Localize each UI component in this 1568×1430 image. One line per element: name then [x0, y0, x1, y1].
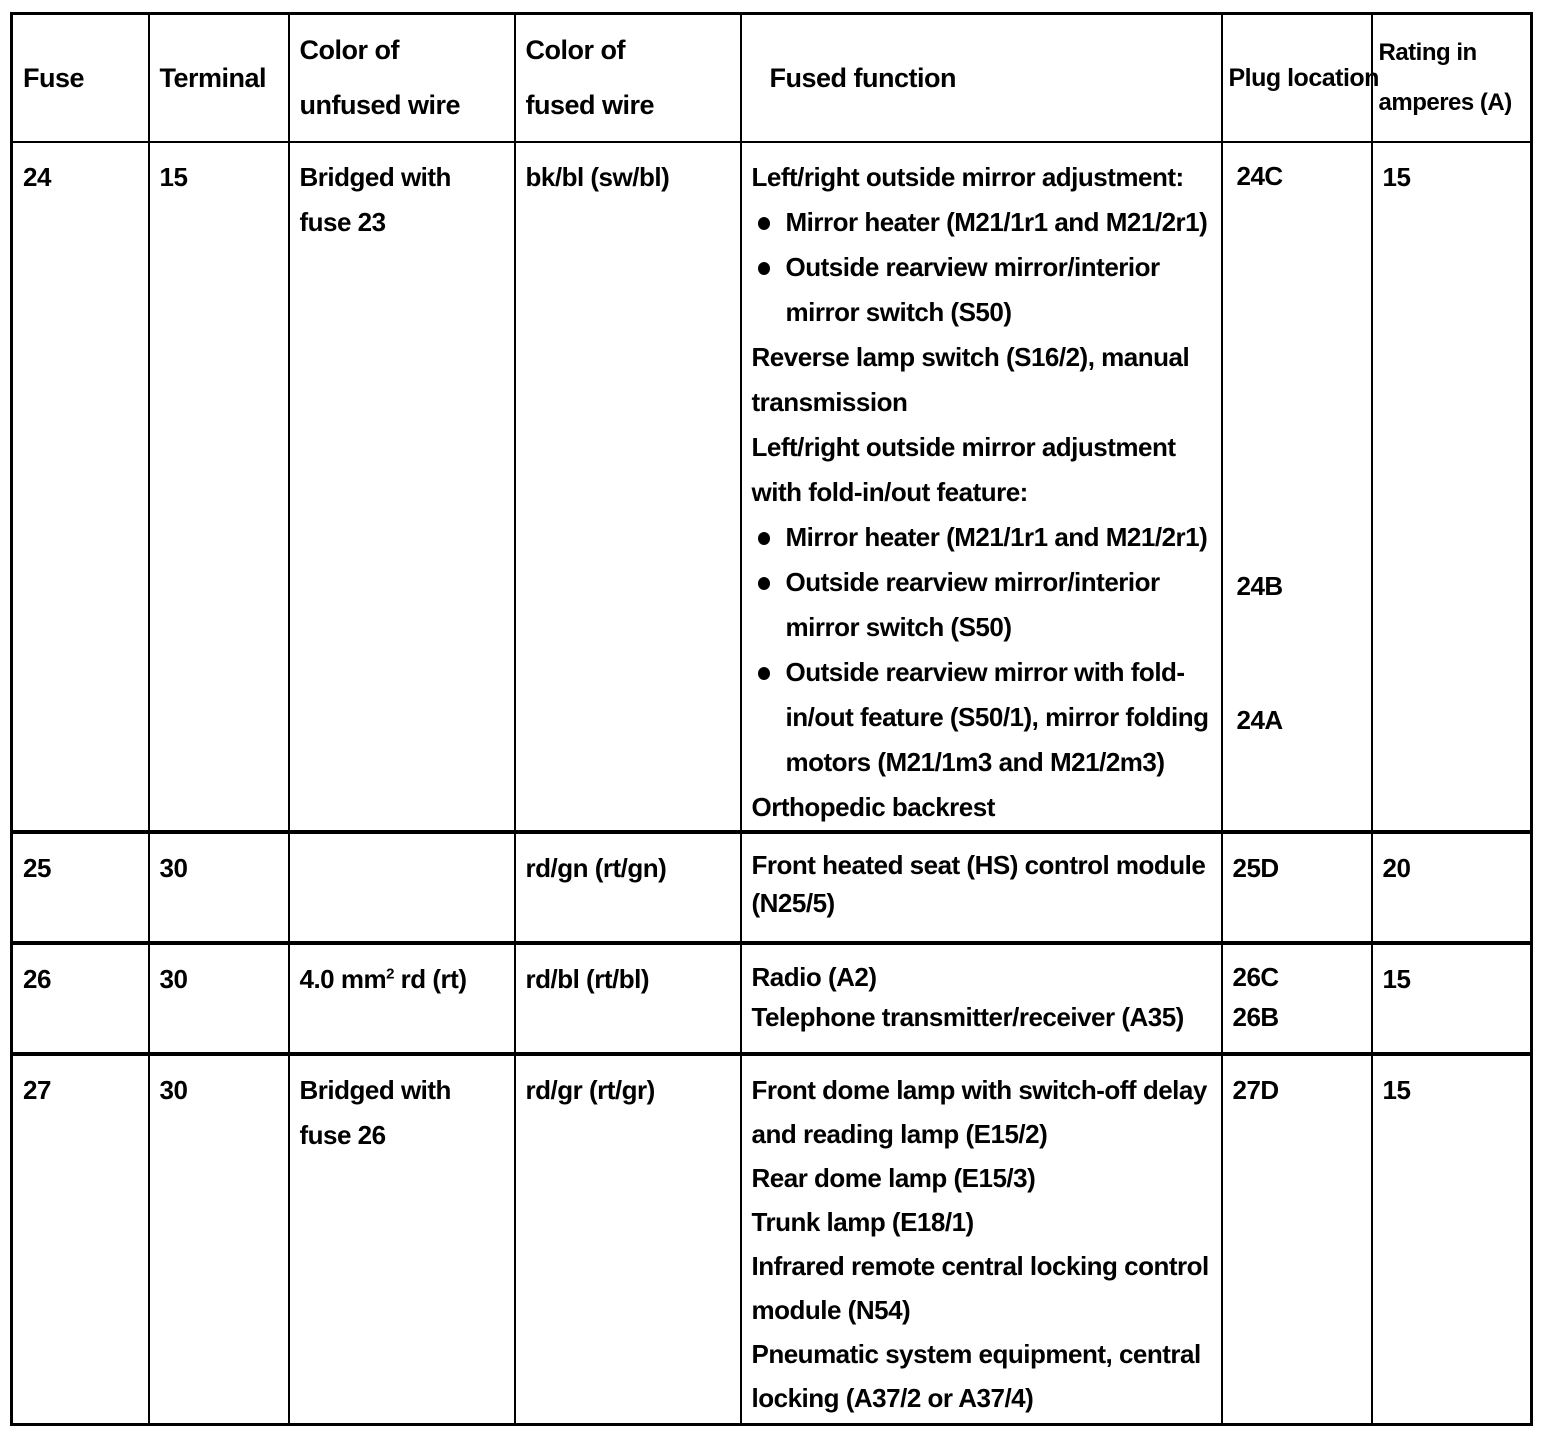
- header-unfused-line1: Color of: [299, 35, 399, 65]
- fused-wire: rd/bl (rt/bl): [515, 943, 741, 1054]
- fused-function: [741, 943, 1222, 1054]
- table-row: [12, 1054, 1532, 1425]
- function-bullet-item: Mirror heater (M21/1r1 and M21/2r1): [752, 200, 1213, 245]
- function-item: Reverse lamp switch (S16/2), manual transmission: [751, 342, 1190, 417]
- fused-function: [741, 1054, 1222, 1425]
- table-row: [12, 832, 1532, 943]
- function-item: Left/right outside mirror adjustment with fold-in/out feature:: [751, 432, 1176, 507]
- unfused-wire-line1: Bridged with: [299, 1075, 451, 1105]
- unfused-wire-size: 4.0 mm: [299, 964, 387, 994]
- header-rating-line1: Rating in: [1378, 39, 1477, 66]
- plug-label: 24B: [1236, 571, 1283, 601]
- unfused-wire-color: rd (rt): [393, 964, 467, 994]
- function-bullet-item: Outside rearview mirror/interior mirror switch (S50): [752, 560, 1213, 650]
- plug-label: 25D: [1232, 853, 1279, 883]
- header-terminal: Terminal: [149, 14, 289, 143]
- function-bullet-item: Outside rearview mirror with fold-in/out feature (S50/1), mirror folding motors (M21/1m3 and M21/2m3): [752, 650, 1213, 785]
- unfused-wire-line2: fuse 26: [299, 1120, 386, 1150]
- function-item: Radio (A2): [751, 962, 877, 992]
- header-unfused-line2: unfused wire: [299, 90, 461, 120]
- plug-label: 24C: [1236, 161, 1283, 191]
- function-list: [752, 846, 1213, 922]
- unfused-wire: [289, 1054, 515, 1425]
- rating: 15: [1372, 1054, 1532, 1425]
- fuse-table: [10, 12, 1533, 1426]
- rating: 20: [1372, 832, 1532, 943]
- function-list: [752, 1068, 1213, 1420]
- unfused-wire-line2: fuse 23: [299, 207, 386, 237]
- header-fused-line2: fused wire: [525, 90, 655, 120]
- function-list: [752, 957, 1213, 1037]
- plug-label: 26C: [1232, 962, 1279, 992]
- plug-label: 27D: [1232, 1075, 1279, 1105]
- header-rating-line2: amperes (A): [1378, 89, 1512, 116]
- unfused-wire: [289, 142, 515, 832]
- fuse-number: 24: [12, 142, 149, 832]
- function-item: Trunk lamp (E18/1): [751, 1207, 974, 1237]
- function-item: Telephone transmitter/receiver (A35): [751, 1002, 1184, 1032]
- fuse-number: 27: [12, 1054, 149, 1425]
- function-item: Front dome lamp with switch-off delay and reading lamp (E15/2): [751, 1075, 1207, 1149]
- fused-function: [741, 832, 1222, 943]
- fused-wire: rd/gr (rt/gr): [515, 1054, 741, 1425]
- header-fused-function: Fused function: [741, 14, 1222, 143]
- rating: 15: [1372, 142, 1532, 832]
- rating: 15: [1372, 943, 1532, 1054]
- header-fuse: Fuse: [12, 14, 149, 143]
- header-rating: [1372, 14, 1532, 143]
- plug-location: [1222, 943, 1372, 1054]
- function-item: Left/right outside mirror adjustment:: [751, 162, 1184, 192]
- terminal: 30: [149, 943, 289, 1054]
- unfused-wire: [289, 832, 515, 943]
- terminal: 30: [149, 1054, 289, 1425]
- terminal: 30: [149, 832, 289, 943]
- plug-label: 24A: [1236, 705, 1283, 735]
- plug-location: [1222, 832, 1372, 943]
- function-bullet-item: Mirror heater (M21/1r1 and M21/2r1): [752, 515, 1213, 560]
- plug-label: 26B: [1232, 1002, 1279, 1032]
- unfused-wire: [289, 943, 515, 1054]
- header-unfused-wire: [289, 14, 515, 143]
- fuse-number: 25: [12, 832, 149, 943]
- fuse-number: 26: [12, 943, 149, 1054]
- fused-wire: bk/bl (sw/bl): [515, 142, 741, 832]
- plug-list: [1233, 957, 1363, 1037]
- plug-location: [1222, 142, 1372, 832]
- function-item: Pneumatic system equipment, central locking (A37/2 or A37/4): [751, 1339, 1201, 1413]
- table-row: [12, 943, 1532, 1054]
- plug-location: [1222, 1054, 1372, 1425]
- header-fused-line1: Color of: [525, 35, 625, 65]
- function-bullet-item: Outside rearview mirror/interior mirror switch (S50): [752, 245, 1213, 335]
- function-item: Infrared remote central locking control module (N54): [751, 1251, 1209, 1325]
- table-row: [12, 142, 1532, 832]
- header-plug-location: Plug location: [1222, 14, 1372, 143]
- function-list: [752, 155, 1213, 830]
- terminal: 15: [149, 142, 289, 832]
- fused-wire: rd/gn (rt/gn): [515, 832, 741, 943]
- function-item: Front heated seat (HS) control module (N25/5): [751, 850, 1206, 918]
- unfused-wire-line1: Bridged with: [299, 162, 451, 192]
- function-item: Rear dome lamp (E15/3): [751, 1163, 1036, 1193]
- fused-function: [741, 142, 1222, 832]
- header-fused-wire: [515, 14, 741, 143]
- header-row: [12, 14, 1532, 143]
- function-item: Orthopedic backrest: [751, 792, 995, 822]
- unfused-wire-superscript: 2: [386, 965, 394, 983]
